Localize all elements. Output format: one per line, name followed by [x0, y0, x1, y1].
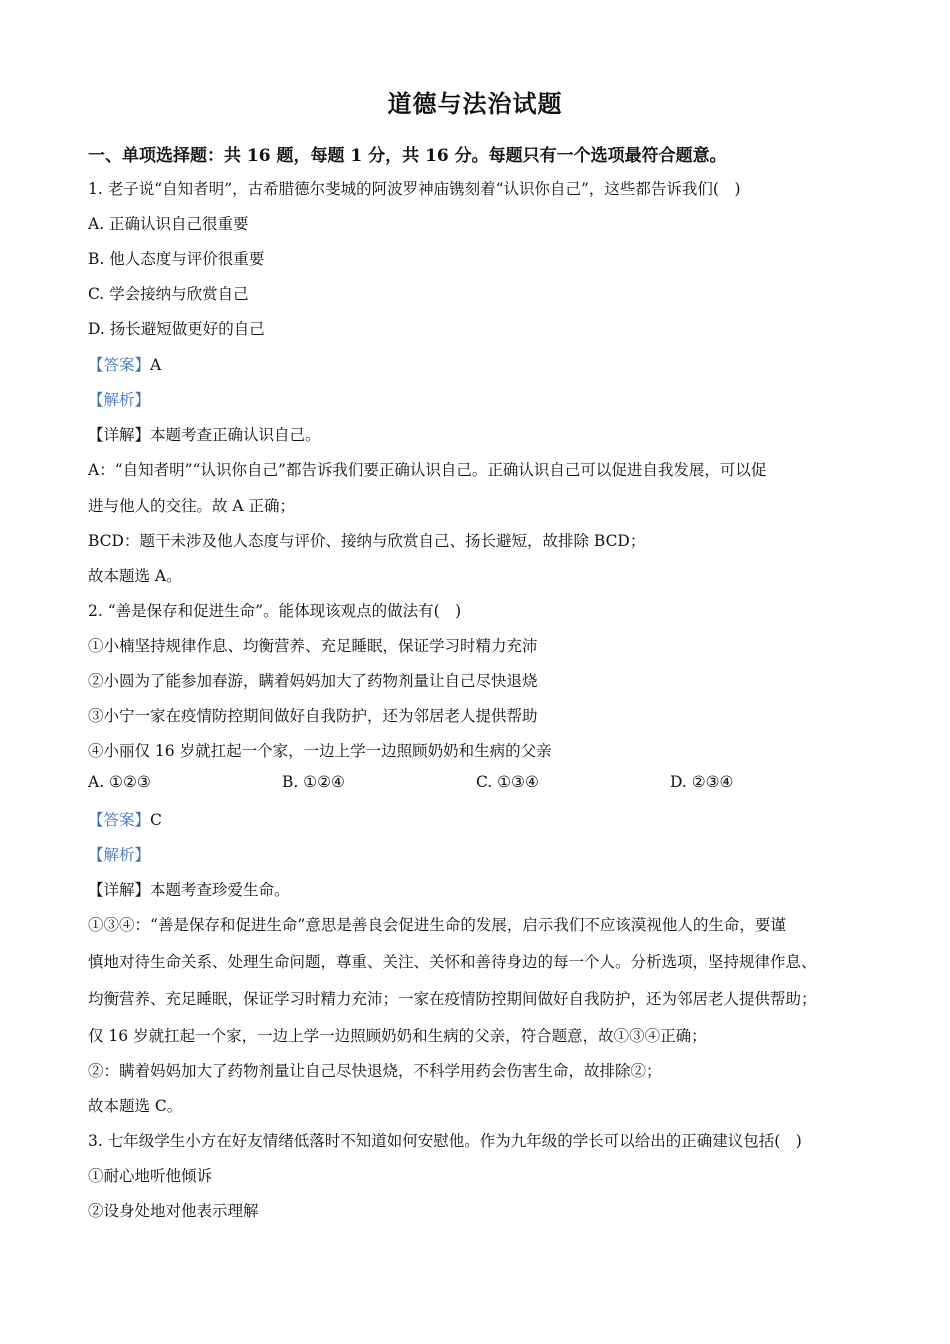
q1-answer [88, 353, 161, 375]
q3-statement: ②设身处地对他表示理解 [88, 1202, 259, 1220]
answer-tag: 【答案】 [88, 811, 151, 829]
q2-explanation-line: 均衡营养、充足睡眠，保证学习时精力充沛；一家在疫情防控期间做好自我防护，还为邻居老人提供帮助； [88, 990, 817, 1008]
q1-conclusion: 故本题选 A。 [88, 567, 182, 585]
q1-option-c: C. 学会接纳与欣赏自己 [88, 285, 249, 303]
q1-analysis-tag: 【解析】 [88, 391, 151, 409]
q1-option-d: D. 扬长避短做更好的自己 [88, 320, 265, 338]
answer-tag: 【答案】 [88, 356, 151, 374]
q3-statement: ①耐心地听他倾诉 [88, 1167, 213, 1185]
answer-value: A [150, 356, 162, 374]
q2-option-b: B. ①②④ [282, 773, 345, 791]
page-title: 道德与法治试题 [387, 89, 563, 118]
q2-explanation-line: 仅 16 岁就扛起一个家，一边上学一边照顾奶奶和生病的父亲，符合题意，故①③④正确； [88, 1027, 707, 1045]
q1-stem: 1. 老子说“自知者明”，古希腊德尔斐城的阿波罗神庙镌刻着“认识你自己”，这些都告诉我们( ) [88, 180, 741, 198]
answer-value: C [150, 811, 162, 829]
q2-statement: ②小圆为了能参加春游，瞒着妈妈加大了药物剂量让自己尽快退烧 [88, 672, 538, 690]
q2-explanation-line: 慎地对待生命关系、处理生命问题，尊重、关注、关怀和善待身边的每一个人。分析选项，坚持规律作息、 [88, 953, 817, 971]
q2-statement: ①小楠坚持规律作息、均衡营养、充足睡眠，保证学习时精力充沛 [88, 637, 538, 655]
q2-option-c: C. ①③④ [476, 773, 539, 791]
q2-analysis-tag: 【解析】 [88, 846, 151, 864]
q2-option-a: A. ①②③ [88, 773, 151, 791]
q1-option-a: A. 正确认识自己很重要 [88, 215, 249, 233]
q3-stem: 3. 七年级学生小方在好友情绪低落时不知道如何安慰他。作为九年级的学长可以给出的正确建议包括( ) [88, 1132, 802, 1150]
q1-explanation-line: 进与他人的交往。故 A 正确； [88, 497, 296, 515]
q2-statement: ④小丽仅 16 岁就扛起一个家，一边上学一边照顾奶奶和生病的父亲 [88, 742, 552, 760]
q2-conclusion: 故本题选 C。 [88, 1097, 183, 1115]
q2-option-d: D. ②③④ [670, 773, 734, 791]
q1-explanation-line: BCD：题干未涉及他人态度与评价、接纳与欣赏自己、扬长避短，故排除 BCD； [88, 532, 646, 550]
q2-explanation-line: ②：瞒着妈妈加大了药物剂量让自己尽快退烧，不科学用药会伤害生命，故排除②； [88, 1062, 662, 1080]
q2-statement: ③小宁一家在疫情防控期间做好自我防护，还为邻居老人提供帮助 [88, 707, 538, 725]
q1-detail: 【详解】本题考查正确认识自己。 [88, 426, 321, 444]
q1-option-b: B. 他人态度与评价很重要 [88, 250, 265, 268]
section-heading: 一、单项选择题：共 16 题，每题 1 分，共 16 分。每题只有一个选项最符合题意。 [88, 146, 727, 166]
q2-stem: 2. “善是保存和促进生命”。能体现该观点的做法有( ) [88, 602, 462, 620]
q2-answer [88, 808, 162, 830]
q2-detail: 【详解】本题考查珍爱生命。 [88, 881, 290, 899]
q2-explanation-line: ①③④：“善是保存和促进生命”意思是善良会促进生命的发展，启示我们不应该漠视他人的生命，要谨 [88, 916, 786, 934]
q1-explanation-line: A：“自知者明”“认识你自己”都告诉我们要正确认识自己。正确认识自己可以促进自我发展，可以促 [88, 461, 767, 479]
